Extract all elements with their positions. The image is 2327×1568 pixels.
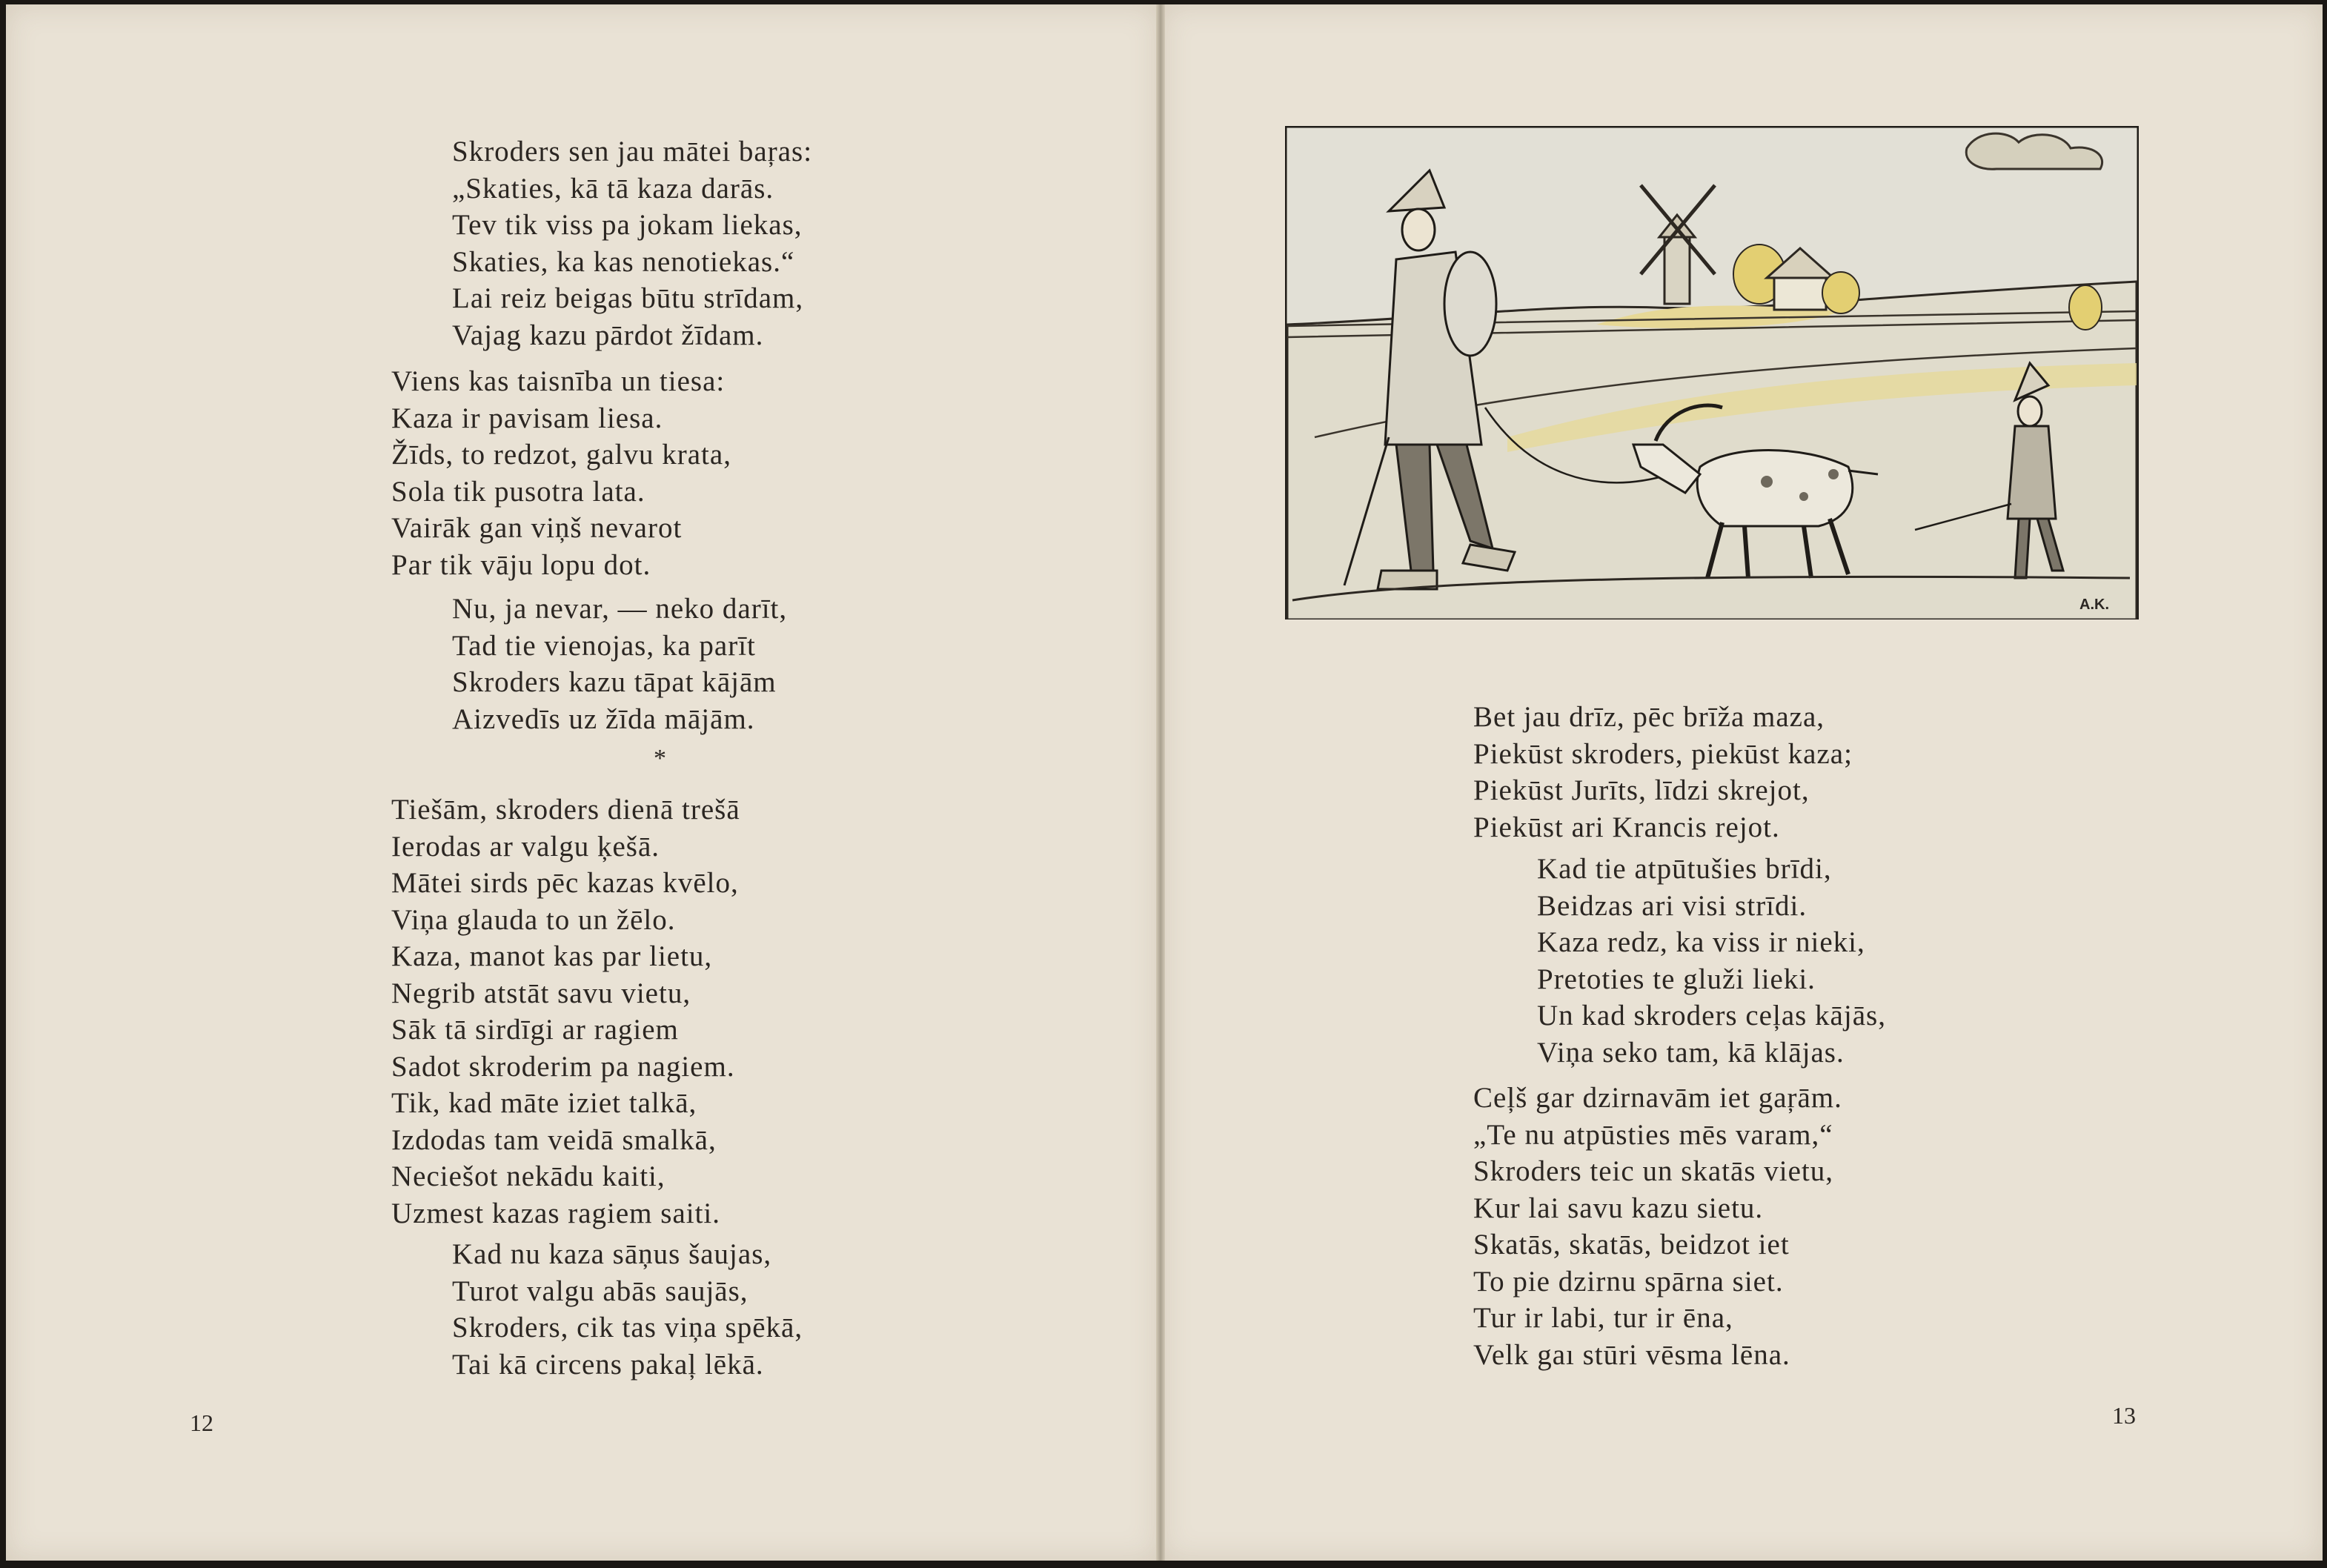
verse-line: Kaza ir pavisam liesa. [391, 402, 663, 434]
verse-line: Sola tik pusotra lata. [391, 475, 645, 508]
verse-line: Tev tik viss pa jokam liekas, [452, 209, 803, 241]
verse-line: Velk gaı stūri vēsma lēna. [1473, 1338, 1790, 1371]
verse-line: Uzmest kazas ragiem saiti. [391, 1197, 721, 1229]
verse-line: Kur lai savu kazu sietu. [1473, 1192, 1764, 1224]
stanza [1473, 1080, 1842, 1373]
verse-line: Skatās, skatās, beidzot iet [1473, 1229, 1790, 1260]
verse-line: Kaza, manot kas par lietu, [391, 940, 713, 972]
verse-line: Aizvedīs uz žīda mājām. [452, 702, 755, 735]
verse-line: Sadot skroderim pa nagiem. [391, 1050, 735, 1083]
verse-line: Piekūst Jurīts, līdzi skrejot, [1473, 774, 1810, 806]
verse-line: Vajag kazu pārdot žīdam. [452, 319, 764, 351]
verse-line: Skaties, ka kas nenotiekas.“ [452, 245, 795, 278]
verse-line: Neciešot nekādu kaiti, [391, 1160, 665, 1192]
verse-line: Ierodas ar valgu ķešā. [391, 830, 660, 863]
book-gutter [1156, 4, 1165, 1561]
stanza [1537, 851, 1886, 1071]
page-number: 13 [2112, 1402, 2136, 1429]
verse-line: Negrib atstāt savu vietu, [391, 977, 691, 1009]
verse-line: Žīds, to redzot, galvu krata, [391, 439, 731, 471]
stanza [1473, 699, 1853, 846]
verse-line: Kad tie atpūtušies brīdi, [1537, 853, 1832, 885]
artist-signature: A.K. [2079, 597, 2109, 613]
verse-line: Lai reiz beigas būtu strīdam, [452, 282, 804, 314]
verse-line: Tai kā circens pakaļ lēkā. [452, 1348, 764, 1381]
verse-line: Par tik vāju lopu dot. [391, 548, 651, 581]
verse-line: Un kad skroders ceļas kājās, [1537, 1000, 1886, 1032]
verse-line: Skroders teic un skatās vietu, [1473, 1155, 1833, 1187]
verse-line: Turot valgu abās saujās, [452, 1275, 748, 1307]
verse-line: Tad tie vienojas, ka parīt [452, 629, 756, 662]
verse-line: Skroders sen jau mātei baŗas: [452, 136, 813, 167]
verse-line: Viens kas taisnība un tiesa: [391, 365, 726, 397]
section-separator: * [654, 745, 666, 772]
verse-line: „Skaties, kā tā kaza darās. [452, 172, 774, 205]
stanza [452, 133, 812, 353]
stanza [452, 1236, 803, 1383]
verse-line: Piekūst ari Krancis rejot. [1473, 811, 1780, 843]
verse-line: Kad nu kaza sāņus šaujas, [452, 1238, 772, 1270]
verse-line: Viņa seko tam, kā klājas. [1537, 1036, 1845, 1069]
verse-line: Tur ir labi, tur ir ēna, [1473, 1302, 1733, 1334]
verse-line: To pie dzirnu spārna siet. [1473, 1265, 1784, 1298]
verse-line: Ceļš gar dzirnavām iet gaŗām. [1473, 1082, 1842, 1114]
verse-line: „Te nu atpūsties mēs varam,“ [1473, 1118, 1833, 1151]
verse-line: Skroders, cik tas viņa spēkā, [452, 1312, 803, 1343]
verse-line: Piekūst skroders, piekūst kaza; [1473, 737, 1853, 770]
verse-line: Nu, ja nevar, — neko darīt, [452, 593, 788, 625]
verse-line: Viņa glauda to un žēlo. [391, 903, 676, 936]
verse-line: Kaza redz, ka viss ir nieki, [1537, 926, 1865, 958]
verse-line: Mātei sirds pēc kazas kvēlo, [391, 867, 739, 899]
illustration-tailor-and-goat [1285, 126, 2139, 619]
verse-line: Pretoties te gluži lieki. [1537, 963, 1816, 995]
verse-line: Tiešām, skroders dienā trešā [391, 794, 740, 825]
verse-line: Tik, kad māte iziet talkā, [391, 1087, 697, 1119]
verse-line: Bet jau drīz, pēc brīža maza, [1473, 701, 1825, 733]
verse-line: Izdodas tam veidā smalkā, [391, 1123, 717, 1156]
page-number: 12 [190, 1409, 213, 1436]
verse-line: Sāk tā sirdīgi ar ragiem [391, 1014, 679, 1046]
verse-line: Vairāk gan viņš nevarot [391, 512, 683, 544]
stanza [391, 791, 740, 1232]
verse-line: Skroders kazu tāpat kājām [452, 666, 777, 698]
stanza [391, 363, 731, 583]
verse-line: Beidzas ari visi strīdi. [1537, 889, 1808, 922]
stanza [452, 591, 787, 737]
